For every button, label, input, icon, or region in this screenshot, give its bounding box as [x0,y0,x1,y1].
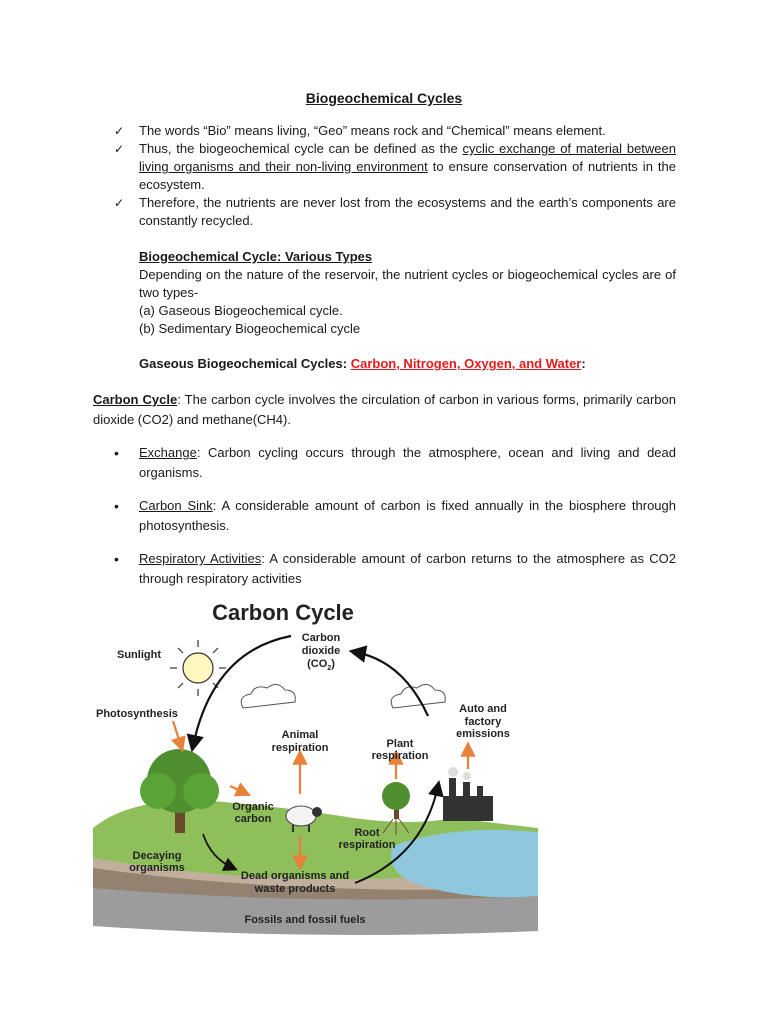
label-plant-respiration: Plant [386,738,414,750]
page-title: Biogeochemical Cycles [305,90,463,106]
list-item [114,549,676,589]
label-sunlight: Sunlight [117,649,161,661]
label-organic-carbon: carbon [234,813,272,825]
label-photosynthesis: Photosynthesis [96,708,178,720]
bullet-icon: • [114,498,119,514]
sun-icon [170,640,226,696]
section-heading: Biogeochemical Cycle: Various Types [139,249,373,264]
label-root-respiration: respiration [338,839,396,851]
list-item-text: The words “Bio” means living, “Geo” means rock and “Chemical” means element. [139,123,606,138]
carbon-bullets [114,443,676,602]
bullet-text: : Carbon cycling occurs through the atmosphere, ocean and living and dead organisms. [139,445,676,480]
label-emissions: factory [464,716,502,728]
label-decaying-organisms: Decaying [132,850,182,862]
check-icon: ✓ [114,142,125,156]
gaseous-colon: : [581,356,586,371]
bullet-term: Carbon Sink [139,498,213,513]
bullet-term: Exchange [139,445,197,460]
label-emissions: Auto and [459,703,507,715]
types-intro: Depending on the nature of the reservoir, the nutrient cycles or biogeochemical cycles are of two types- [139,267,676,300]
list-item-text: Therefore, the nutrients are never lost from the ecosystems and the earth’s components are constantly recycled. [139,195,676,228]
label-decaying-organisms: organisms [129,862,185,874]
list-item-text: Thus, the biogeochemical cycle can be defined as the [139,141,463,156]
list-item [114,194,676,230]
carbon-cycle-text: : The carbon cycle involves the circulation of carbon in various forms, primarily carbon dioxide (CO2) and methane(CH4). [93,392,676,427]
label-carbon-dioxide: Carbon [301,632,341,644]
cloud-icon [241,684,295,708]
label-carbon-dioxide: $(CO_2)$ [307,658,335,672]
list-item [114,496,676,536]
list-item [114,443,676,483]
label-fossils: Fossils and fossil fuels [244,914,366,926]
carbon-cycle-diagram [93,596,538,941]
organic-carbon-arrow [230,786,245,793]
check-icon: ✓ [114,196,125,210]
label-dead-organisms: waste products [254,883,336,895]
label-dead-organisms: Dead organisms and [240,870,350,882]
label-carbon-dioxide: dioxide [301,645,341,657]
bullet-text: : A considerable amount of carbon returns to the atmosphere as CO2 through respiratory activities [139,551,677,586]
types-section [139,248,676,338]
type-a: (a) Gaseous Biogeochemical cycle. [139,303,343,318]
label-animal-respiration: respiration [271,742,329,754]
carbon-cycle-paragraph [93,390,676,430]
cycle-arrow-right [355,652,428,716]
bullet-term: Respiratory Activities [139,551,262,566]
list-item [114,122,676,140]
factory-icon [443,767,493,821]
gaseous-label: Gaseous Biogeochemical Cycles: [139,356,351,371]
label-root-respiration: Root [354,827,380,839]
diagram-title: Carbon Cycle [212,600,354,625]
carbon-cycle-term: Carbon Cycle [93,392,178,407]
bullet-text: : A considerable amount of carbon is fixed annually in the biosphere through photosynthesis. [139,498,676,533]
gaseous-heading [139,355,676,373]
list-item [114,140,676,194]
bullet-icon: • [114,551,119,567]
bullet-icon: • [114,445,119,461]
label-emissions: emissions [456,728,510,740]
label-plant-respiration: respiration [371,750,429,762]
gaseous-highlight: Carbon, Nitrogen, Oxygen, and Water [350,356,582,371]
list-item-text: to ensure conservation of nutrients in the ecosystem. [139,159,676,192]
diagram-svg [93,596,538,941]
definition-underlined: cyclic exchange of material between living organisms and their non-living environment [139,141,676,174]
intro-checklist [114,122,676,230]
type-b: (b) Sedimentary Biogeochemical cycle [139,321,361,336]
photosynthesis-arrow [173,721,181,746]
label-organic-carbon: Organic [232,801,274,813]
label-animal-respiration: Animal [281,729,319,741]
check-icon: ✓ [114,124,125,138]
